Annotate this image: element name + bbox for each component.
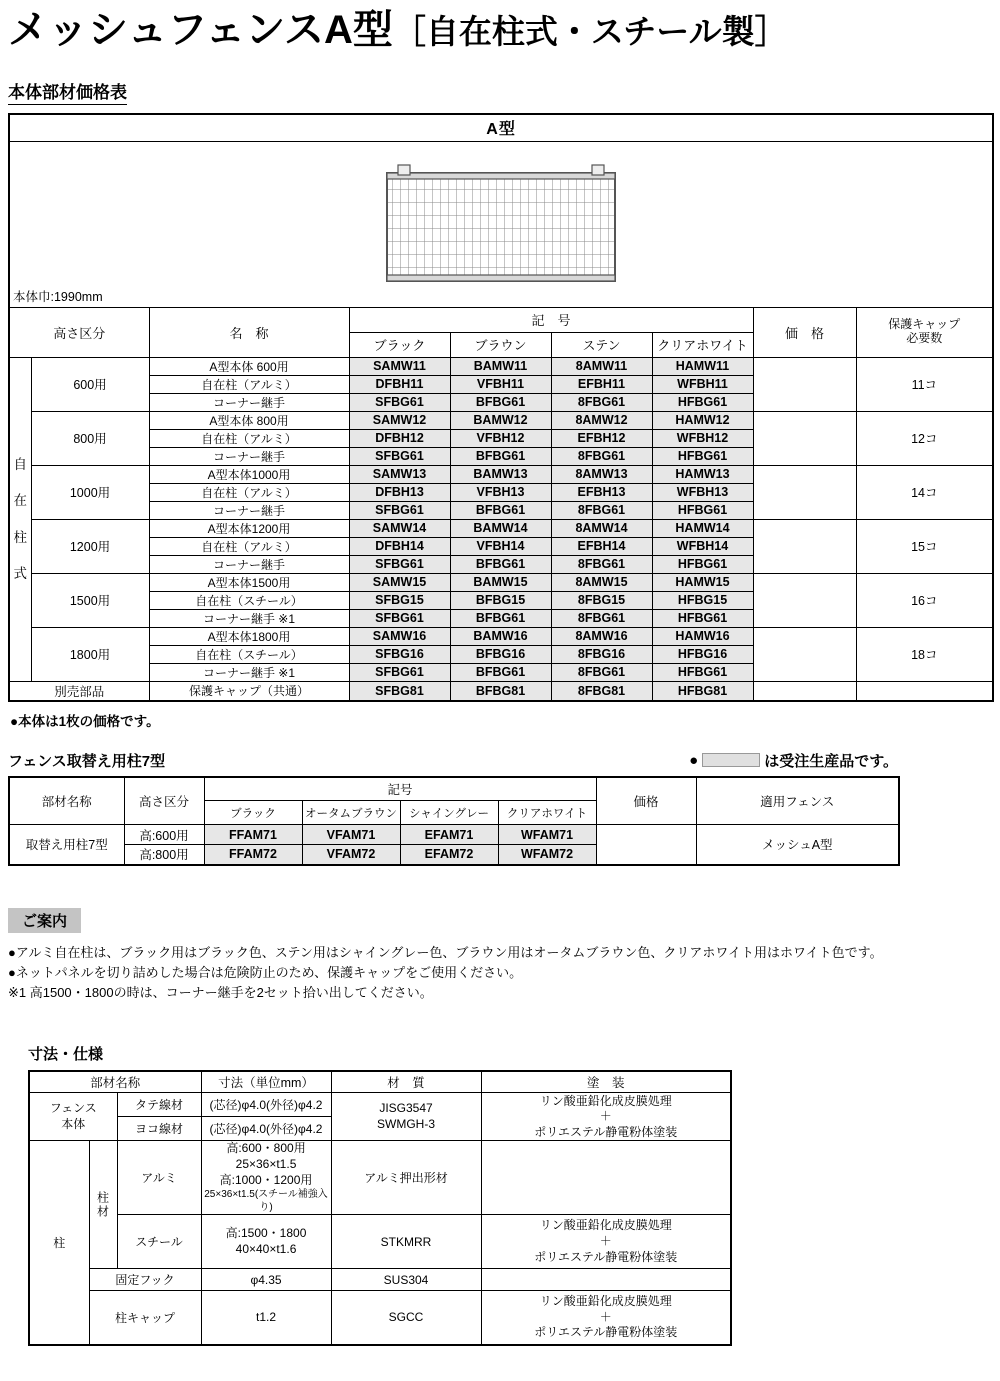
code-cell: VFAM71 bbox=[302, 825, 400, 845]
side-label-char: 在 bbox=[13, 493, 27, 508]
part-name-cell: A型本体 600用 bbox=[149, 357, 349, 375]
table-row bbox=[29, 1269, 731, 1291]
code-cell: EFBH12 bbox=[551, 429, 652, 447]
code-cell: DFBH11 bbox=[349, 375, 450, 393]
color-header-clearwhite: クリアホワイト bbox=[652, 332, 753, 357]
part-name-cell: コーナー継手 bbox=[149, 501, 349, 519]
extra-parts-label: 別売部品 bbox=[9, 681, 149, 701]
spec-part-cell: 固定フック bbox=[89, 1269, 201, 1291]
code-cell: DFBH12 bbox=[349, 429, 450, 447]
part-name-cell: A型本体1200用 bbox=[149, 519, 349, 537]
code-cell: WFBH12 bbox=[652, 429, 753, 447]
code-cell: BFBG15 bbox=[450, 591, 551, 609]
code-cell: SAMW12 bbox=[349, 411, 450, 429]
code-cell: SFBG61 bbox=[349, 609, 450, 627]
side-label-char: 柱 bbox=[13, 529, 27, 545]
price-cell bbox=[753, 681, 856, 701]
code-cell: BAMW16 bbox=[450, 627, 551, 645]
column-header-name: 名 称 bbox=[149, 307, 349, 357]
code-cell: 8AMW14 bbox=[551, 519, 652, 537]
part-name-cell: 保護キャップ（共通） bbox=[149, 681, 349, 701]
rep-height-cell: 高:800用 bbox=[124, 845, 204, 865]
code-cell: 8FBG61 bbox=[551, 447, 652, 465]
code-cell: HFBG61 bbox=[652, 609, 753, 627]
spec-part-cell: ヨコ線材 bbox=[117, 1117, 201, 1141]
price-cell bbox=[596, 825, 696, 865]
code-cell: VFBH11 bbox=[450, 375, 551, 393]
spec-part-cell: アルミ bbox=[117, 1141, 201, 1215]
part-name-cell: コーナー継手 ※1 bbox=[149, 609, 349, 627]
part-name-cell: 自在柱（アルミ） bbox=[149, 483, 349, 501]
code-cell: HAMW11 bbox=[652, 357, 753, 375]
code-cell: WFBH13 bbox=[652, 483, 753, 501]
code-cell: BFBG61 bbox=[450, 447, 551, 465]
spec-dims-cell bbox=[201, 1141, 331, 1215]
type-header: A型 bbox=[9, 114, 993, 141]
price-cell bbox=[753, 627, 856, 681]
code-cell: HAMW15 bbox=[652, 573, 753, 591]
coating-line: ポリエステル静電粉体塗装 bbox=[534, 1124, 678, 1139]
page-title-main: メッシュフェンスA型 bbox=[8, 8, 393, 52]
dims-line: 高:1500・1800 bbox=[225, 1226, 307, 1241]
code-cell: VFBH14 bbox=[450, 537, 551, 555]
spec-part-cell: スチール bbox=[117, 1215, 201, 1269]
code-cell: 8AMW15 bbox=[551, 573, 652, 591]
post-group-label: 柱 bbox=[29, 1141, 89, 1345]
part-name-cell: 自在柱（アルミ） bbox=[149, 537, 349, 555]
side-label-char: 自 bbox=[13, 456, 27, 472]
part-name-cell: コーナー継手 bbox=[149, 393, 349, 411]
spec-dims-cell: (芯径)φ4.0(外径)φ4.2 bbox=[201, 1117, 331, 1141]
rep-header-price: 価格 bbox=[596, 777, 696, 825]
guide-note-2: ●ネットパネルを切り詰めした場合は危険防止のため、保護キャップをご使用ください。 bbox=[8, 964, 523, 980]
code-cell: WFAM71 bbox=[498, 825, 596, 845]
code-cell: 8AMW13 bbox=[551, 465, 652, 483]
code-cell: HFBG61 bbox=[652, 663, 753, 681]
table-row bbox=[9, 573, 993, 591]
price-cell bbox=[753, 573, 856, 627]
part-name-cell: 自在柱（スチール） bbox=[149, 645, 349, 663]
spec-dims-cell: t1.2 bbox=[201, 1291, 331, 1345]
made-to-order-legend bbox=[689, 750, 898, 771]
code-cell: SAMW16 bbox=[349, 627, 450, 645]
price-per-sheet-note: ●本体は1枚の価格です。 bbox=[10, 713, 160, 729]
code-cell: HFBG61 bbox=[652, 501, 753, 519]
spec-material-cell bbox=[331, 1093, 481, 1141]
spec-coating-cell bbox=[481, 1215, 731, 1269]
code-cell: VFBH12 bbox=[450, 429, 551, 447]
spec-dims-cell: φ4.35 bbox=[201, 1269, 331, 1291]
height-cell: 1000用 bbox=[31, 465, 149, 519]
code-cell: 8FBG61 bbox=[551, 501, 652, 519]
code-cell: SFBG81 bbox=[349, 681, 450, 701]
height-cell: 800用 bbox=[31, 411, 149, 465]
page-title bbox=[8, 8, 992, 52]
code-cell: BAMW13 bbox=[450, 465, 551, 483]
post-material-label: 柱材 bbox=[89, 1141, 117, 1269]
code-cell: BFBG61 bbox=[450, 393, 551, 411]
price-table-heading: 本体部材価格表 bbox=[8, 78, 127, 105]
code-cell: EFBH11 bbox=[551, 375, 652, 393]
coating-line: リン酸亜鉛化成皮膜処理 bbox=[539, 1294, 672, 1309]
spec-coating-cell-empty bbox=[481, 1269, 731, 1291]
coating-plus: ＋ bbox=[599, 1109, 612, 1124]
code-cell: SFBG61 bbox=[349, 393, 450, 411]
body-width-note: 本体巾:1990mm bbox=[13, 289, 103, 304]
spec-material-cell: SUS304 bbox=[331, 1269, 481, 1291]
code-cell: WFBH11 bbox=[652, 375, 753, 393]
code-cell: BAMW11 bbox=[450, 357, 551, 375]
cap-header-line2: 必要数 bbox=[906, 331, 943, 345]
spec-table bbox=[28, 1070, 732, 1346]
price-cell bbox=[753, 357, 856, 411]
code-cell: SFBG61 bbox=[349, 447, 450, 465]
dims-line: 25×36×t1.5(スチール補強入り) bbox=[204, 1189, 328, 1214]
spec-dims-cell bbox=[201, 1215, 331, 1269]
height-cell: 600用 bbox=[31, 357, 149, 411]
height-cell: 1800用 bbox=[31, 627, 149, 681]
coating-line: ポリエステル静電粉体塗装 bbox=[534, 1249, 678, 1264]
table-row bbox=[29, 1093, 731, 1117]
code-cell: 8FBG16 bbox=[551, 645, 652, 663]
code-cell: SFBG15 bbox=[349, 591, 450, 609]
cap-count-cell: 12コ bbox=[856, 411, 993, 465]
code-cell: SFBG61 bbox=[349, 663, 450, 681]
code-cell: FFAM72 bbox=[204, 845, 302, 865]
code-cell: VFAM72 bbox=[302, 845, 400, 865]
spec-material-cell: SGCC bbox=[331, 1291, 481, 1345]
code-cell: BAMW15 bbox=[450, 573, 551, 591]
code-cell: SFBG61 bbox=[349, 501, 450, 519]
product-image-cell bbox=[9, 141, 993, 307]
cap-count-cell bbox=[856, 681, 993, 701]
part-name-cell: A型本体1000用 bbox=[149, 465, 349, 483]
spec-header-material: 材 質 bbox=[331, 1071, 481, 1093]
rep-header-part: 部材名称 bbox=[9, 777, 124, 825]
height-cell: 1500用 bbox=[31, 573, 149, 627]
code-cell: 8FBG81 bbox=[551, 681, 652, 701]
guide-heading: ご案内 bbox=[8, 908, 81, 933]
material-line: SWMGH-3 bbox=[377, 1116, 436, 1131]
page-title-sub: ［自在柱式・スチール製］ bbox=[392, 13, 788, 50]
spec-coating-cell-empty bbox=[481, 1141, 731, 1215]
rep-color-header-shine-gray: シャイングレー bbox=[400, 801, 498, 825]
dims-line: 25×36×t1.5 bbox=[235, 1157, 297, 1172]
part-name-cell: 自在柱（スチール） bbox=[149, 591, 349, 609]
spec-part-cell: 柱キャップ bbox=[89, 1291, 201, 1345]
code-cell: HFBG61 bbox=[652, 555, 753, 573]
code-cell: WFBH14 bbox=[652, 537, 753, 555]
cap-count-cell: 15コ bbox=[856, 519, 993, 573]
code-cell: HAMW13 bbox=[652, 465, 753, 483]
table-row bbox=[29, 1215, 731, 1269]
code-cell: HFBG15 bbox=[652, 591, 753, 609]
fence-body-label-line1: フェンス bbox=[49, 1101, 97, 1116]
code-cell: EFBH13 bbox=[551, 483, 652, 501]
column-header-cap-count bbox=[856, 307, 993, 357]
dims-line: 40×40×t1.6 bbox=[235, 1241, 297, 1256]
rep-color-header-autumn-brown: オータムブラウン bbox=[302, 801, 400, 825]
column-header-price: 価 格 bbox=[753, 307, 856, 357]
code-cell: SAMW14 bbox=[349, 519, 450, 537]
spec-coating-cell bbox=[481, 1093, 731, 1141]
code-cell: BFBG61 bbox=[450, 555, 551, 573]
table-row bbox=[9, 357, 993, 375]
part-name-cell: A型本体1500用 bbox=[149, 573, 349, 591]
coating-plus: ＋ bbox=[599, 1233, 612, 1248]
height-cell: 1200用 bbox=[31, 519, 149, 573]
price-cell bbox=[753, 519, 856, 573]
code-cell: WFAM72 bbox=[498, 845, 596, 865]
column-header-height: 高さ区分 bbox=[9, 307, 149, 357]
spec-heading: 寸法・仕様 bbox=[28, 1045, 104, 1063]
material-line: JISG3547 bbox=[379, 1101, 433, 1116]
coating-plus: ＋ bbox=[599, 1309, 612, 1324]
table-row bbox=[9, 681, 993, 701]
code-cell: FFAM71 bbox=[204, 825, 302, 845]
table-row bbox=[9, 627, 993, 645]
color-header-brown: ブラウン bbox=[450, 332, 551, 357]
rep-header-fence: 適用フェンス bbox=[696, 777, 899, 825]
code-cell: HFBG81 bbox=[652, 681, 753, 701]
code-cell: 8AMW11 bbox=[551, 357, 652, 375]
table-row bbox=[9, 519, 993, 537]
replacement-post-table bbox=[8, 776, 900, 866]
table-row bbox=[9, 465, 993, 483]
code-cell: HAMW12 bbox=[652, 411, 753, 429]
part-name-cell: 自在柱（アルミ） bbox=[149, 429, 349, 447]
rep-part-name: 取替え用柱7型 bbox=[9, 825, 124, 865]
code-cell: DFBH13 bbox=[349, 483, 450, 501]
code-cell: 8FBG61 bbox=[551, 393, 652, 411]
code-cell: SFBG61 bbox=[349, 555, 450, 573]
code-cell: EFAM71 bbox=[400, 825, 498, 845]
part-name-cell: コーナー継手 bbox=[149, 447, 349, 465]
code-cell: DFBH14 bbox=[349, 537, 450, 555]
guide-note-1: ●アルミ自在柱は、ブラック用はブラック色、ステン用はシャイングレー色、ブラウン用はオータムブラウン色、クリアホワイト用はホワイト色です。 bbox=[8, 944, 883, 960]
dims-line: 高:1000・1200用 bbox=[219, 1172, 313, 1187]
code-cell: BFBG61 bbox=[450, 663, 551, 681]
guide-note-3: ※1 高1500・1800の時は、コーナー継手を2セット拾い出してください。 bbox=[8, 984, 433, 1000]
table-row bbox=[9, 411, 993, 429]
dims-line: 高:600・800用 bbox=[226, 1141, 306, 1156]
coating-line: リン酸亜鉛化成皮膜処理 bbox=[539, 1218, 672, 1233]
applicable-fence-cell: メッシュA型 bbox=[696, 825, 899, 865]
cap-count-cell: 18コ bbox=[856, 627, 993, 681]
code-cell: SFBG16 bbox=[349, 645, 450, 663]
legend-bullet: ● bbox=[689, 751, 699, 769]
code-cell: BFBG61 bbox=[450, 609, 551, 627]
column-header-code: 記 号 bbox=[349, 307, 753, 332]
spec-coating-cell bbox=[481, 1291, 731, 1345]
replacement-post-heading: フェンス取替え用柱7型 bbox=[8, 752, 166, 770]
spec-header-coating: 塗 装 bbox=[481, 1071, 731, 1093]
code-cell: BAMW14 bbox=[450, 519, 551, 537]
coating-line: ポリエステル静電粉体塗装 bbox=[534, 1325, 678, 1340]
table-row bbox=[9, 825, 899, 845]
cap-header-line1: 保護キャップ bbox=[888, 317, 961, 332]
code-cell: 8FBG61 bbox=[551, 609, 652, 627]
code-cell: HFBG61 bbox=[652, 447, 753, 465]
code-cell: EFAM72 bbox=[400, 845, 498, 865]
part-name-cell: コーナー継手 bbox=[149, 555, 349, 573]
fence-body-label bbox=[29, 1093, 117, 1141]
code-cell: HFBG16 bbox=[652, 645, 753, 663]
part-name-cell: 自在柱（アルミ） bbox=[149, 375, 349, 393]
code-cell: VFBH13 bbox=[450, 483, 551, 501]
part-name-cell: A型本体1800用 bbox=[149, 627, 349, 645]
code-cell: 8FBG61 bbox=[551, 663, 652, 681]
rep-height-cell: 高:600用 bbox=[124, 825, 204, 845]
cap-count-cell: 14コ bbox=[856, 465, 993, 519]
spec-material-cell: アルミ押出形材 bbox=[331, 1141, 481, 1215]
spec-header-part: 部材名称 bbox=[29, 1071, 201, 1093]
made-to-order-swatch bbox=[702, 753, 760, 767]
spec-part-cell: タテ線材 bbox=[117, 1093, 201, 1117]
rep-color-header-black: ブラック bbox=[204, 801, 302, 825]
cap-count-cell: 16コ bbox=[856, 573, 993, 627]
code-cell: 8AMW16 bbox=[551, 627, 652, 645]
code-cell: SAMW11 bbox=[349, 357, 450, 375]
price-cell bbox=[753, 465, 856, 519]
side-label-char: 式 bbox=[13, 566, 27, 581]
spec-dims-cell: (芯径)φ4.0(外径)φ4.2 bbox=[201, 1093, 331, 1117]
code-cell: EFBH14 bbox=[551, 537, 652, 555]
table-row bbox=[29, 1291, 731, 1345]
code-cell: BFBG61 bbox=[450, 501, 551, 519]
color-header-sten: ステン bbox=[551, 332, 652, 357]
part-name-cell: A型本体 800用 bbox=[149, 411, 349, 429]
code-cell: BAMW12 bbox=[450, 411, 551, 429]
price-cell bbox=[753, 411, 856, 465]
rep-header-code: 記号 bbox=[204, 777, 596, 801]
spec-material-cell: STKMRR bbox=[331, 1215, 481, 1269]
code-cell: HAMW14 bbox=[652, 519, 753, 537]
fence-body-label-line2: 本体 bbox=[61, 1116, 86, 1131]
legend-text: は受注生産品です。 bbox=[764, 752, 898, 770]
cap-count-cell: 11コ bbox=[856, 357, 993, 411]
code-cell: SAMW13 bbox=[349, 465, 450, 483]
code-cell: SAMW15 bbox=[349, 573, 450, 591]
coating-line: リン酸亜鉛化成皮膜処理 bbox=[539, 1093, 672, 1108]
part-name-cell: コーナー継手 ※1 bbox=[149, 663, 349, 681]
code-cell: 8AMW12 bbox=[551, 411, 652, 429]
table-row bbox=[29, 1141, 731, 1215]
code-cell: HFBG61 bbox=[652, 393, 753, 411]
code-cell: 8FBG15 bbox=[551, 591, 652, 609]
main-price-table bbox=[8, 113, 994, 702]
rep-header-height: 高さ区分 bbox=[124, 777, 204, 825]
code-cell: HAMW16 bbox=[652, 627, 753, 645]
spec-header-dims: 寸法（単位mm） bbox=[201, 1071, 331, 1093]
color-header-black: ブラック bbox=[349, 332, 450, 357]
code-cell: BFBG16 bbox=[450, 645, 551, 663]
code-cell: 8FBG61 bbox=[551, 555, 652, 573]
fence-illustration bbox=[384, 163, 618, 285]
rep-color-header-clearwhite: クリアホワイト bbox=[498, 801, 596, 825]
side-label-vertical bbox=[9, 357, 31, 681]
code-cell: BFBG81 bbox=[450, 681, 551, 701]
